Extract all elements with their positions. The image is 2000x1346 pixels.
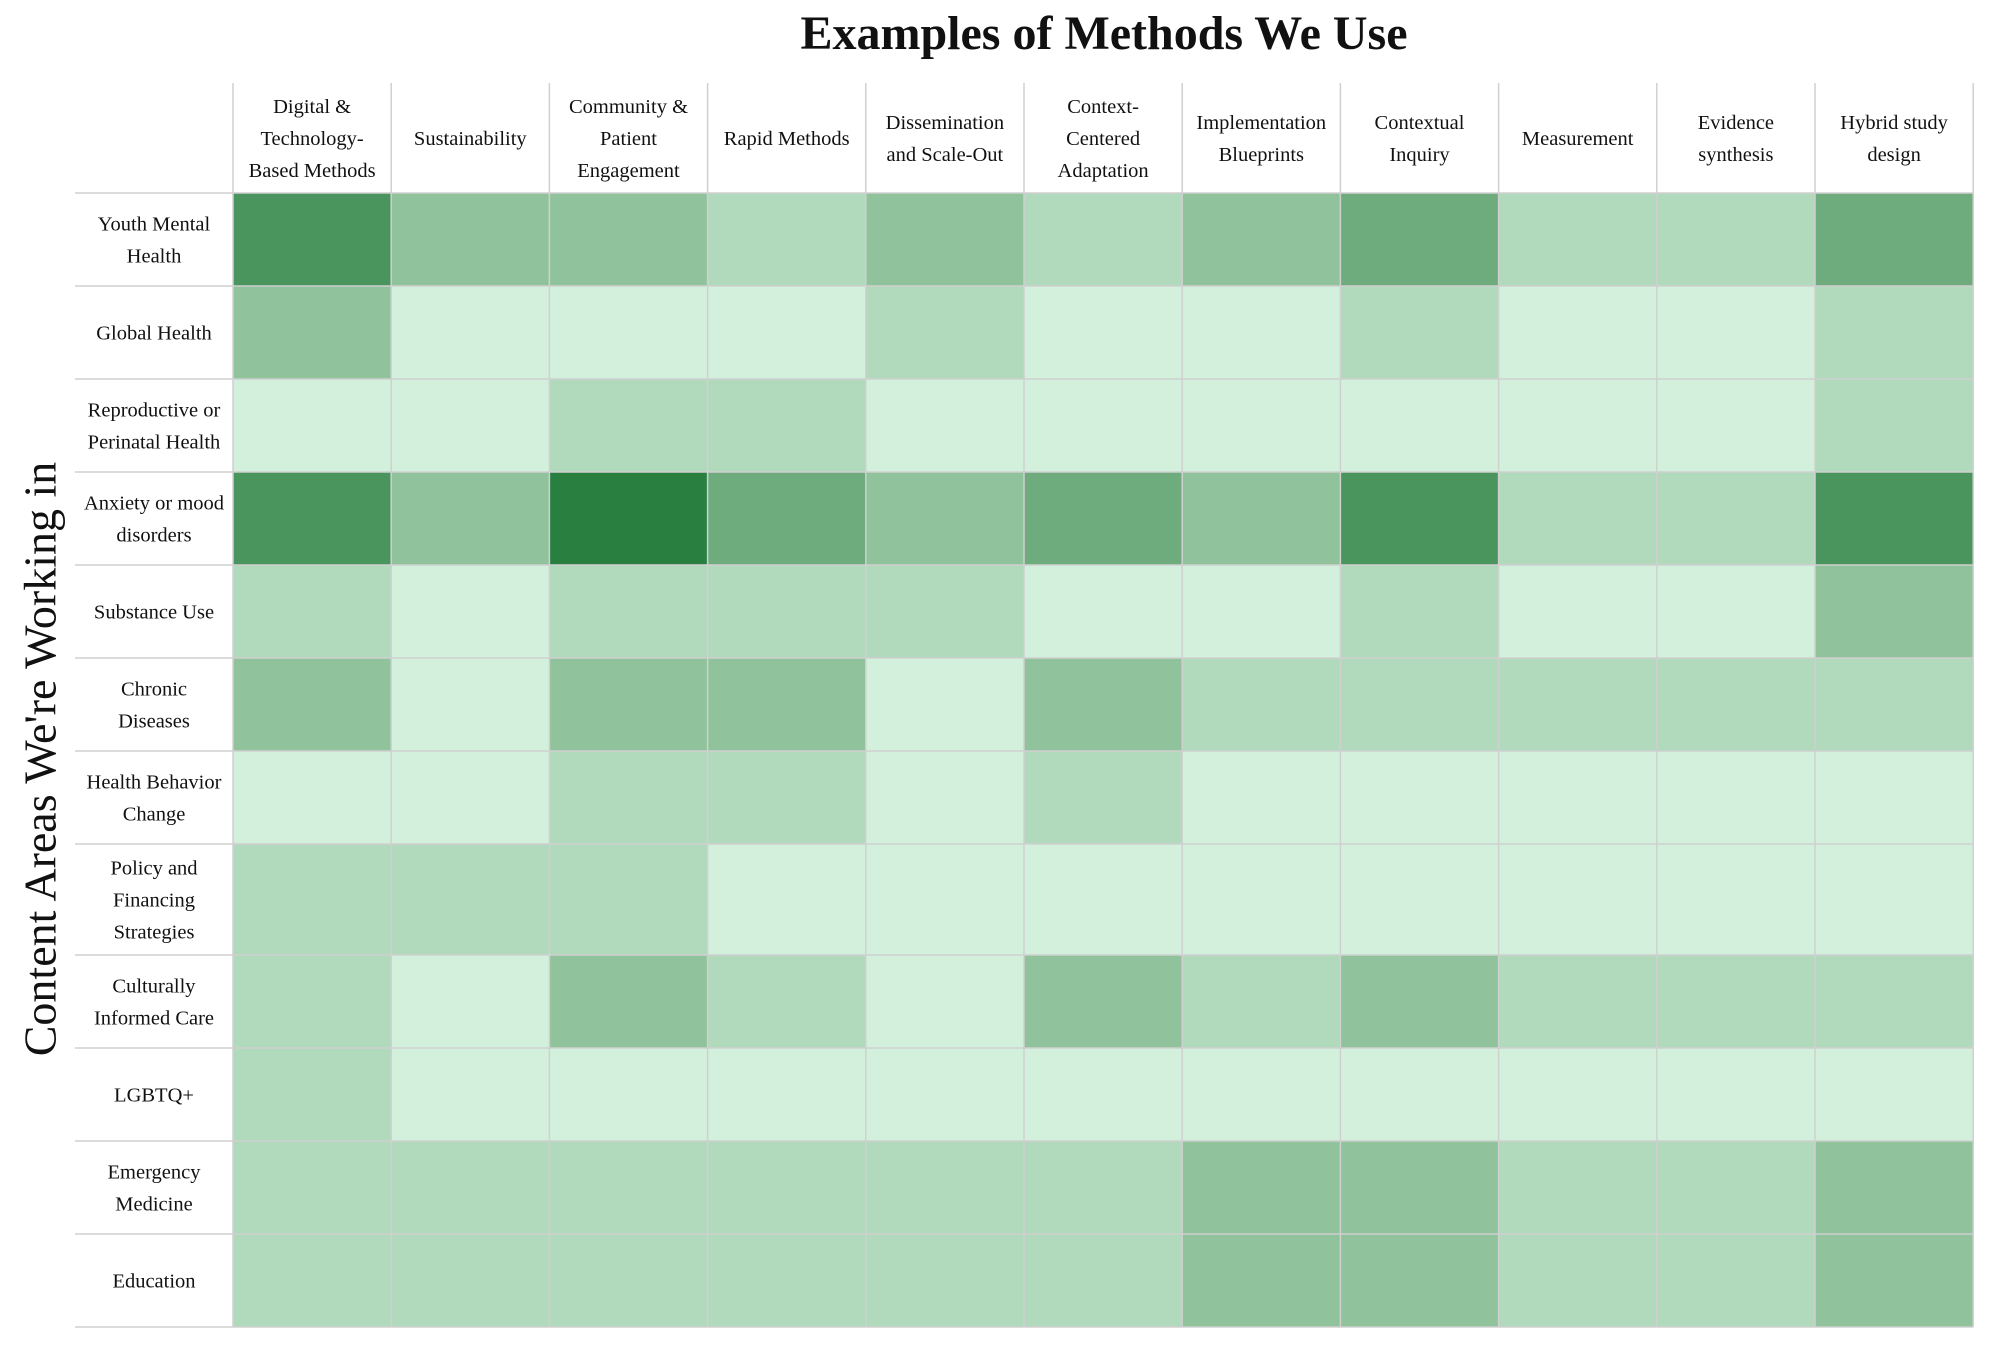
column-header-label: Implementation — [1196, 112, 1327, 134]
column-header-label: Blueprints — [1218, 144, 1305, 166]
heatmap-cell — [391, 379, 549, 472]
heatmap-cell — [549, 1234, 707, 1327]
heatmap-cell — [391, 472, 549, 565]
heatmap-cell — [708, 658, 866, 751]
heatmap-cell — [1024, 379, 1182, 472]
heatmap-cell — [1657, 1141, 1815, 1234]
chart-title: Examples of Methods We Use — [800, 7, 1408, 60]
heatmap-cell — [708, 472, 866, 565]
heatmap-cell — [1182, 1141, 1340, 1234]
heatmap-cell — [708, 751, 866, 844]
heatmap-cell — [1340, 1048, 1498, 1141]
row-label: Health Behavior — [86, 771, 222, 794]
column-header-label: Engagement — [577, 160, 680, 182]
row-label: Youth Mental — [97, 213, 211, 236]
heatmap-cell — [549, 472, 707, 565]
heatmap-cell — [866, 751, 1024, 844]
row-label: Health — [126, 245, 182, 268]
row-label: Perinatal Health — [87, 431, 221, 454]
heatmap-cell — [1340, 193, 1498, 286]
column-header-label: Rapid Methods — [723, 128, 850, 150]
heatmap-cell — [1657, 286, 1815, 379]
heatmap-cell — [1024, 565, 1182, 658]
heatmap-cell — [866, 193, 1024, 286]
heatmap-cell — [549, 955, 707, 1048]
heatmap-cell — [866, 844, 1024, 955]
column-header-label: Adaptation — [1057, 160, 1149, 182]
heatmap-cell — [1024, 844, 1182, 955]
heatmap-cell — [391, 751, 549, 844]
heatmap-cell — [1815, 286, 1973, 379]
heatmap-cell — [708, 1141, 866, 1234]
row-label: Strategies — [113, 921, 195, 944]
heatmap-cell — [391, 658, 549, 751]
heatmap-cell — [391, 1141, 549, 1234]
heatmap-cell — [1815, 844, 1973, 955]
heatmap-cell — [1499, 1234, 1657, 1327]
heatmap-cell — [1815, 472, 1973, 565]
heatmap-cell — [391, 286, 549, 379]
row-label: Culturally — [112, 975, 196, 998]
heatmap-cell — [233, 751, 391, 844]
column-header-label: Community & — [568, 96, 689, 118]
heatmap-cell — [391, 1234, 549, 1327]
column-header-label: Hybrid study — [1840, 112, 1948, 134]
row-label: Change — [122, 803, 186, 826]
heatmap-cell — [1182, 658, 1340, 751]
heatmap-cell — [708, 844, 866, 955]
heatmap-cell — [549, 286, 707, 379]
heatmap-cell — [708, 955, 866, 1048]
heatmap-cell — [1815, 1234, 1973, 1327]
heatmap-cell — [549, 658, 707, 751]
heatmap-cell — [708, 286, 866, 379]
heatmap-cell — [1340, 379, 1498, 472]
heatmap-cell — [233, 1234, 391, 1327]
heatmap-cell — [1182, 472, 1340, 565]
heatmap-cell — [708, 1048, 866, 1141]
heatmap-cell — [1815, 193, 1973, 286]
heatmap-cell — [1024, 193, 1182, 286]
heatmap-cell — [391, 844, 549, 955]
heatmap-cell — [1815, 565, 1973, 658]
heatmap-cell — [1499, 955, 1657, 1048]
column-header-label: Digital & — [273, 96, 352, 118]
column-header-label: Dissemination — [885, 112, 1005, 134]
column-header-label: design — [1867, 144, 1921, 166]
heatmap-cell — [1499, 1048, 1657, 1141]
heatmap-cell — [866, 1048, 1024, 1141]
heatmap-cell — [1499, 193, 1657, 286]
heatmap-cell — [1182, 751, 1340, 844]
row-label: Global Health — [96, 322, 212, 345]
heatmap-cell — [1340, 1234, 1498, 1327]
heatmap-cell — [1182, 379, 1340, 472]
heatmap-cell — [1657, 844, 1815, 955]
heatmap-cell — [1340, 1141, 1498, 1234]
column-header-label: Based Methods — [248, 160, 376, 182]
heatmap-cell — [549, 1048, 707, 1141]
heatmap-cell — [866, 1141, 1024, 1234]
row-label: Reproductive or — [87, 399, 221, 422]
heatmap-cell — [233, 193, 391, 286]
heatmap-cell — [1815, 1048, 1973, 1141]
heatmap-cell — [1340, 658, 1498, 751]
heatmap-cell — [1340, 565, 1498, 658]
heatmap-cell — [233, 379, 391, 472]
row-label: Diseases — [118, 710, 190, 733]
heatmap-cell — [1657, 955, 1815, 1048]
heatmap-cell — [1024, 1141, 1182, 1234]
heatmap-cell — [1340, 472, 1498, 565]
heatmap-cell — [1024, 751, 1182, 844]
heatmap-cell — [866, 286, 1024, 379]
heatmap-cell — [549, 1141, 707, 1234]
y-axis-label: Content Areas We're Working in — [14, 461, 66, 1057]
heatmap-cell — [549, 751, 707, 844]
heatmap-cell — [391, 955, 549, 1048]
heatmap-cell — [1657, 1234, 1815, 1327]
column-header-label: Inquiry — [1389, 144, 1450, 166]
row-label: Emergency — [107, 1161, 201, 1184]
row-label: Financing — [113, 889, 195, 912]
heatmap-cell — [1657, 1048, 1815, 1141]
heatmap-cell — [1340, 844, 1498, 955]
heatmap-cell — [233, 472, 391, 565]
heatmap-cell — [1657, 193, 1815, 286]
heatmap-cell — [233, 565, 391, 658]
heatmap-cell — [708, 1234, 866, 1327]
heatmap-cell — [1024, 472, 1182, 565]
heatmap-cell — [233, 955, 391, 1048]
heatmap-cell — [1499, 472, 1657, 565]
heatmap-cell — [708, 565, 866, 658]
heatmap-cell — [1657, 379, 1815, 472]
heatmap-cell — [391, 1048, 549, 1141]
heatmap-cell — [1182, 1234, 1340, 1327]
heatmap-cell — [1340, 955, 1498, 1048]
heatmap-cell — [549, 193, 707, 286]
column-header-label: Technology- — [260, 128, 364, 150]
heatmap-cell — [549, 565, 707, 658]
column-header-label: Evidence — [1697, 112, 1775, 134]
row-label: Education — [112, 1270, 196, 1293]
heatmap-cell — [233, 1141, 391, 1234]
heatmap-cell — [549, 379, 707, 472]
column-header-label: synthesis — [1698, 144, 1774, 166]
heatmap-cell — [708, 379, 866, 472]
heatmap-cell — [1815, 955, 1973, 1048]
heatmap-cell — [1340, 286, 1498, 379]
column-header-label: Centered — [1066, 128, 1141, 150]
heatmap-cell — [1657, 751, 1815, 844]
column-header-label: Contextual — [1374, 112, 1465, 134]
heatmap-cell — [1024, 286, 1182, 379]
column-header-label: Sustainability — [413, 128, 527, 150]
heatmap-cell — [233, 658, 391, 751]
heatmap-cell — [233, 1048, 391, 1141]
heatmap-cell — [1499, 658, 1657, 751]
column-header-label: Patient — [600, 128, 657, 150]
heatmap-cell — [1499, 565, 1657, 658]
heatmap-cell — [1182, 955, 1340, 1048]
row-label: Substance Use — [93, 601, 215, 624]
heatmap-cell — [1024, 658, 1182, 751]
heatmap-cell — [1815, 658, 1973, 751]
heatmap-cell — [391, 193, 549, 286]
heatmap-cell — [1657, 658, 1815, 751]
row-label: Policy and — [110, 857, 198, 880]
heatmap-cell — [1815, 751, 1973, 844]
heatmap-cell — [1024, 1234, 1182, 1327]
heatmap-cell — [1182, 565, 1340, 658]
heatmap-cell — [1499, 1141, 1657, 1234]
heatmap-cell — [1657, 565, 1815, 658]
heatmap-cell — [1499, 379, 1657, 472]
heatmap-cell — [866, 1234, 1024, 1327]
heatmap-cell — [549, 844, 707, 955]
heatmap-cell — [1182, 1048, 1340, 1141]
heatmap-cell — [866, 379, 1024, 472]
heatmap-cell — [233, 286, 391, 379]
heatmap-cell — [233, 844, 391, 955]
heatmap-cell — [866, 565, 1024, 658]
heatmap-cell — [1024, 1048, 1182, 1141]
heatmap-cell — [1024, 955, 1182, 1048]
heatmap-cell — [1657, 472, 1815, 565]
heatmap-cell — [1182, 286, 1340, 379]
heatmap-cell — [866, 955, 1024, 1048]
heatmap-cell — [1182, 193, 1340, 286]
row-label: Informed Care — [93, 1007, 215, 1030]
heatmap-cell — [1499, 751, 1657, 844]
heatmap-cell — [1340, 751, 1498, 844]
row-label: Anxiety or mood — [83, 492, 225, 515]
heatmap-cell — [1815, 379, 1973, 472]
row-label: disorders — [116, 524, 192, 547]
heatmap-cell — [1815, 1141, 1973, 1234]
row-label: Chronic — [120, 678, 188, 701]
column-header-label: Context- — [1067, 96, 1139, 118]
heatmap-cell — [1182, 844, 1340, 955]
heatmap-cell — [866, 472, 1024, 565]
heatmap-cell — [708, 193, 866, 286]
column-header-label: Measurement — [1521, 128, 1634, 150]
row-label: Medicine — [115, 1193, 193, 1216]
heatmap-cell — [866, 658, 1024, 751]
row-label: LGBTQ+ — [114, 1084, 194, 1107]
heatmap-cell — [1499, 286, 1657, 379]
heatmap-cell — [1499, 844, 1657, 955]
column-header-label: and Scale-Out — [886, 144, 1004, 166]
heatmap-cell — [391, 565, 549, 658]
